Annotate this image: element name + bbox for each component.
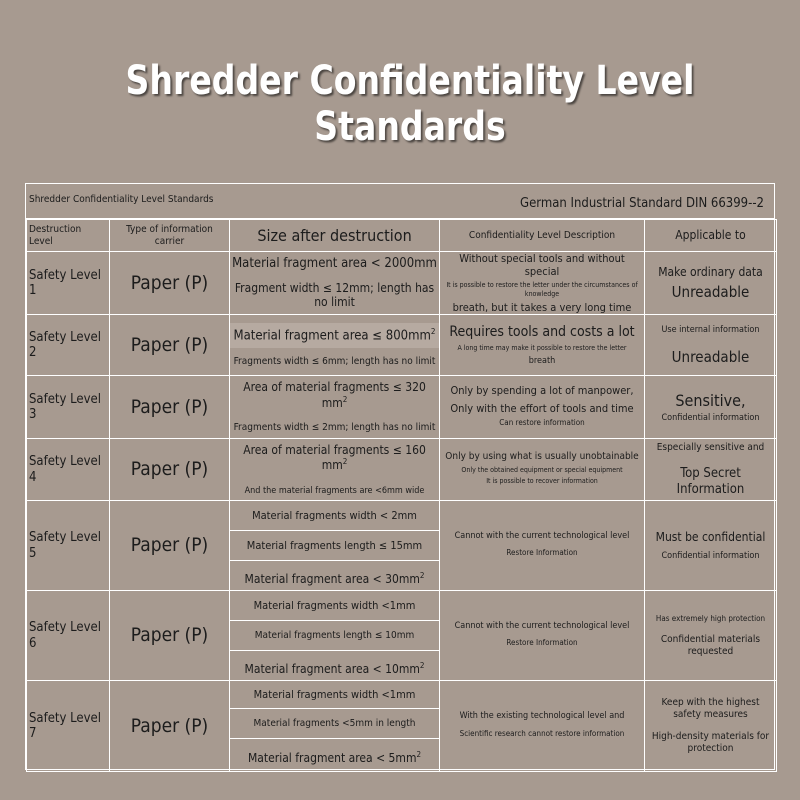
description-line: Requires tools and costs a lot — [449, 324, 635, 341]
description-line: Restore Information — [506, 547, 578, 557]
size-line: Material fragment area < $10mm^2$ — [244, 661, 425, 677]
applicable-line: Has extremely high protection — [655, 614, 766, 624]
size-cell — [230, 501, 440, 591]
description-cell — [440, 501, 645, 591]
carrier-cell: Paper (P) — [110, 439, 230, 501]
table-row — [27, 315, 777, 376]
header-carrier: Type of information carrier — [110, 220, 230, 252]
description-line: Scientific research cannot restore information — [459, 729, 625, 739]
table-caption-bar — [26, 184, 774, 219]
description-line: It is possible to recover information — [486, 477, 598, 486]
size-line: Material fragments <5mm in length — [230, 709, 439, 739]
level-cell: Safety Level 3 — [27, 376, 110, 439]
carrier-cell: Paper (P) — [110, 681, 230, 772]
table-row — [27, 252, 777, 315]
applicable-line: Make ordinary data — [658, 264, 763, 279]
size-cell — [230, 252, 440, 315]
size-line: Fragment width ≤ 12mm; length has no limit — [234, 281, 435, 310]
size-cell — [230, 591, 440, 681]
size-cell — [230, 439, 440, 501]
size-line: And the material fragments are <6mm wide — [244, 486, 425, 497]
header-size: Size after destruction — [230, 220, 440, 252]
description-line: It is possible to restore the letter under the circumstances of knowledge — [446, 281, 638, 298]
table-header-row — [27, 220, 777, 252]
description-line: Can restore information — [499, 417, 585, 427]
table-row — [27, 501, 777, 591]
description-line: Restore Information — [506, 637, 578, 647]
applicable-line: Especially sensitive and — [656, 442, 765, 454]
applicable-line: Unreadable — [671, 283, 750, 302]
level-cell: Safety Level 1 — [27, 252, 110, 315]
size-line: Material fragments width <1mm — [230, 591, 439, 621]
description-cell — [440, 252, 645, 315]
applicable-line: Unreadable — [671, 347, 750, 366]
header-description: Confidentiality Level Description — [440, 220, 645, 252]
description-cell — [440, 591, 645, 681]
applicable-cell — [645, 376, 777, 439]
header-applicable: Applicable to — [645, 220, 777, 252]
standard-reference: German Industrial Standard DIN 66399--2 — [520, 196, 764, 211]
applicable-cell — [645, 681, 777, 772]
applicable-line: High-density materials for protection — [651, 731, 770, 755]
carrier-cell: Paper (P) — [110, 591, 230, 681]
applicable-line: Confidential information — [661, 550, 760, 561]
level-cell: Safety Level 6 — [27, 591, 110, 681]
description-cell — [440, 681, 645, 772]
applicable-line: Confidential materials requested — [660, 633, 761, 657]
description-line: Only by spending a lot of manpower, — [450, 384, 634, 398]
level-cell: Safety Level 4 — [27, 439, 110, 501]
description-line: breath, but it takes a very long time — [452, 301, 632, 315]
size-cell — [230, 376, 440, 439]
table-row — [27, 376, 777, 439]
size-line: Area of material fragments ≤ 160 $mm^2$ — [243, 442, 426, 472]
page-title: Shredder Confidentiality Level Standards — [125, 58, 695, 150]
applicable-line: Use internal information — [661, 324, 760, 335]
description-line: Cannot with the current technological level — [454, 531, 630, 542]
description-line: Without special tools and without special — [459, 252, 625, 279]
size-line: Material fragment area < $30mm^2$ — [244, 571, 425, 587]
description-cell — [440, 376, 645, 439]
description-line: Only the obtained equipment or special equipment — [461, 465, 623, 474]
applicable-cell — [645, 591, 777, 681]
applicable-line: Must be confidential — [655, 530, 766, 545]
carrier-cell: Paper (P) — [110, 376, 230, 439]
description-line: Only by using what is usually unobtainable — [445, 450, 639, 462]
standards-sheet — [25, 183, 775, 770]
table-row — [27, 439, 777, 501]
applicable-cell — [645, 439, 777, 501]
size-cell — [230, 315, 440, 376]
size-line: Material fragment area ≤ $800mm^2$ — [230, 323, 439, 348]
size-line: Material fragments width < 2mm — [230, 501, 439, 531]
header-level: Destruction Level — [27, 220, 110, 252]
size-line: Material fragments width <1mm — [230, 681, 439, 709]
description-line: Only with the effort of tools and time — [450, 401, 634, 415]
size-line: Material fragment area < $5mm^2$ — [247, 750, 422, 766]
applicable-line: Top Secret Information — [676, 466, 745, 497]
applicable-cell — [645, 501, 777, 591]
carrier-cell: Paper (P) — [110, 501, 230, 591]
description-line: Cannot with the current technological level — [454, 621, 630, 632]
applicable-line: Keep with the highest safety measures — [661, 697, 760, 721]
size-line: Area of material fragments ≤ 320 $mm^2$ — [243, 380, 426, 410]
description-cell — [440, 315, 645, 376]
carrier-cell: Paper (P) — [110, 315, 230, 376]
size-cell — [230, 681, 440, 772]
size-line: Material fragment area < 2000mm — [232, 256, 437, 272]
size-line: Fragments width ≤ 2mm; length has no limit — [233, 422, 436, 434]
level-cell: Safety Level 7 — [27, 681, 110, 772]
table-caption: Shredder Confidentiality Level Standards — [29, 194, 214, 205]
table-row — [27, 591, 777, 681]
level-cell: Safety Level 2 — [27, 315, 110, 376]
table-row — [27, 681, 777, 772]
confidentiality-table — [26, 219, 777, 772]
level-cell: Safety Level 5 — [27, 501, 110, 591]
description-cell — [440, 439, 645, 501]
description-line: With the existing technological level and — [459, 710, 625, 721]
applicable-cell — [645, 315, 777, 376]
size-line: Material fragments length ≤ 15mm — [230, 531, 439, 561]
size-line: Fragments width ≤ 6mm; length has no limit — [233, 355, 436, 367]
applicable-cell — [645, 252, 777, 315]
description-line: breath — [528, 355, 556, 366]
carrier-cell: Paper (P) — [110, 252, 230, 315]
applicable-line: Confidential information — [661, 413, 760, 424]
size-line: Material fragments length ≤ 10mm — [230, 621, 439, 651]
description-line: A long time may make it possible to restore the letter — [457, 344, 627, 353]
applicable-line: Sensitive, — [675, 390, 746, 410]
